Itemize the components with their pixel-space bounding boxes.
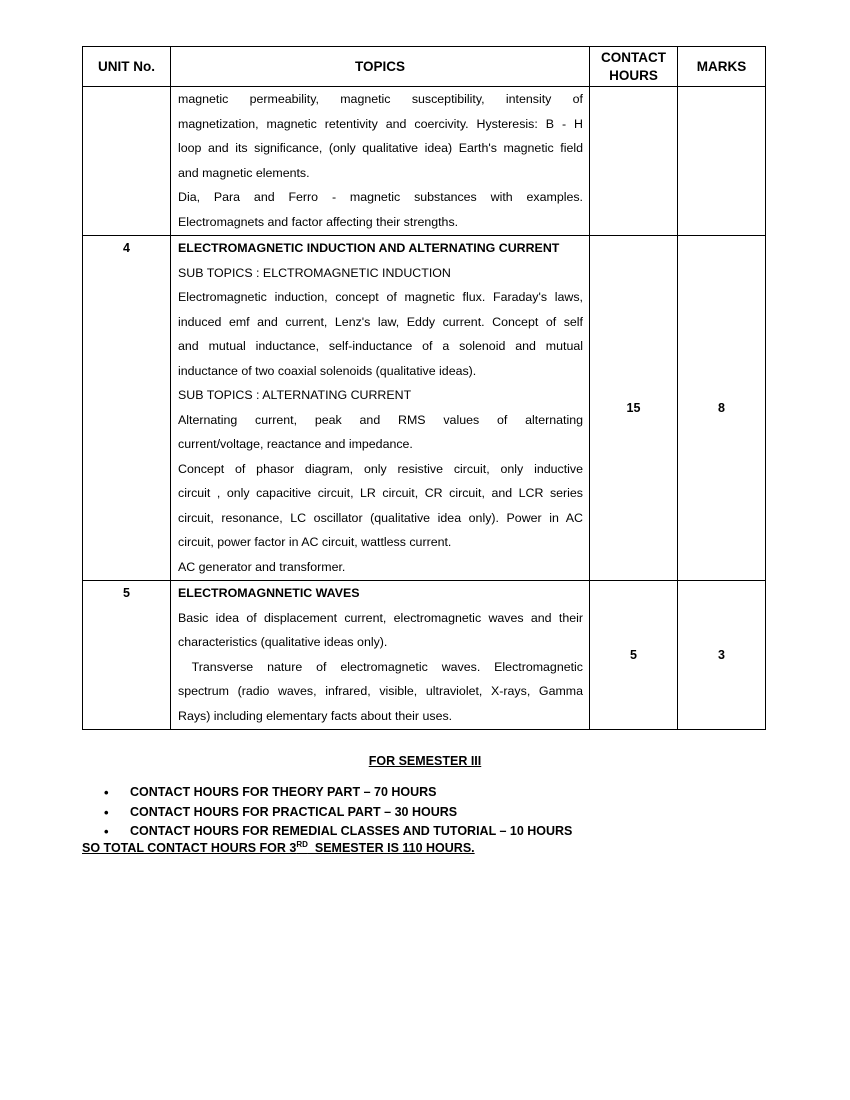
topic-line: inductance of two coaxial solenoids (qualitative ideas).: [178, 363, 477, 378]
topic-line: spectrum (radio waves, infrared, visible, ultraviolet, X-rays, Gamma: [178, 684, 583, 698]
total-suffix: SEMESTER IS 110 HOURS.: [307, 841, 475, 855]
topic-line: induced emf and current, Lenz's law, Eddy current. Concept of self: [178, 314, 583, 329]
bullet-icon: •: [104, 804, 109, 820]
topic-line: magnetic permeability, magnetic susceptibility, intensity of: [178, 92, 583, 106]
topic-line: Alternating current, peak and RMS values of alternating: [178, 412, 583, 427]
total-contact-hours: [82, 841, 475, 855]
contact-hours-value: 15: [590, 236, 678, 581]
list-item: [104, 783, 572, 803]
bullet-icon: •: [104, 785, 109, 800]
marks-value: 3: [678, 581, 766, 730]
topic-line: circuit, resonance, LC oscillator (qualitative idea only). Power in AC: [178, 510, 583, 525]
topics-cell-unit-5: [171, 581, 590, 730]
topic-line: magnetization, magnetic retentivity and coercivity. Hysteresis: B - H: [178, 116, 583, 131]
unit-cell-empty: [83, 87, 171, 236]
ordinal-suffix: RD: [296, 839, 308, 849]
topic-line: Electromagnetic induction, concept of magnetic flux. Faraday's laws,: [178, 290, 583, 304]
list-item-text: CONTACT HOURS FOR PRACTICAL PART – 30 HOURS: [130, 804, 458, 819]
contact-hours-value: 5: [590, 581, 678, 730]
topic-line: Concept of phasor diagram, only resistive circuit, only inductive: [178, 461, 583, 476]
list-item: [104, 822, 572, 842]
sub-topic-heading: SUB TOPICS : ALTERNATING CURRENT: [178, 388, 412, 402]
header-topics: TOPICS: [171, 47, 590, 87]
semester-heading: FOR SEMESTER III: [368, 754, 482, 768]
table-row-unit-5: [83, 581, 766, 730]
unit-number: 5: [83, 581, 171, 730]
header-marks: MARKS: [678, 47, 766, 87]
hours-cell-empty: [590, 87, 678, 236]
contact-hours-list: [104, 783, 572, 842]
topic-line: AC generator and transformer.: [178, 559, 346, 574]
topic-line: Transverse nature of electromagnetic waves. Electromagnetic: [178, 659, 583, 674]
topics-cell-unit-4: [171, 236, 590, 581]
marks-cell-empty: [678, 87, 766, 236]
bullet-icon: •: [104, 824, 109, 839]
topic-line: loop and its significance, (only qualitative idea) Earth's magnetic field: [178, 141, 583, 155]
topics-cell-continued: [171, 87, 590, 236]
topic-line: Rays) including elementary facts about their uses.: [178, 708, 453, 723]
list-item-text: CONTACT HOURS FOR REMEDIAL CLASSES AND TUTORIAL – 10 HOURS: [130, 824, 573, 838]
topic-line: circuit, power factor in AC circuit, wattless current.: [178, 535, 452, 549]
table-header-row: [83, 47, 766, 87]
unit-number: 4: [83, 236, 171, 581]
list-item-text: CONTACT HOURS FOR THEORY PART – 70 HOURS: [130, 785, 437, 799]
topic-line: Dia, Para and Ferro - magnetic substances with examples.: [178, 190, 583, 204]
topic-line: Electromagnets and factor affecting their strengths.: [178, 214, 459, 229]
topic-line: current/voltage, reactance and impedance.: [178, 437, 413, 451]
list-item: [104, 803, 572, 823]
header-contact-hours-line1: CONTACT: [601, 49, 666, 65]
topic-line: Basic idea of displacement current, electromagnetic waves and their: [178, 610, 583, 625]
marks-value: 8: [678, 236, 766, 581]
unit-title: ELECTROMAGNNETIC WAVES: [178, 586, 360, 600]
header-contact-hours: [590, 47, 678, 87]
syllabus-table: [82, 46, 766, 730]
header-contact-hours-line2: HOURS: [609, 67, 658, 83]
topic-line: circuit , only capacitive circuit, LR circuit, CR circuit, and LCR series: [178, 486, 583, 500]
topic-line: and magnetic elements.: [178, 165, 310, 180]
table-row-unit-4: [83, 236, 766, 581]
topic-line: and mutual inductance, self-inductance of a solenoid and mutual: [178, 339, 583, 353]
header-unit-no: UNIT No.: [83, 47, 171, 87]
sub-topic-heading: SUB TOPICS : ELCTROMAGNETIC INDUCTION: [178, 265, 451, 280]
table-row-continued: [83, 87, 766, 236]
topic-line: characteristics (qualitative ideas only).: [178, 635, 388, 649]
total-prefix: SO TOTAL CONTACT HOURS FOR 3: [82, 841, 297, 855]
unit-title: ELECTROMAGNETIC INDUCTION AND ALTERNATING CURRENT: [178, 241, 560, 255]
